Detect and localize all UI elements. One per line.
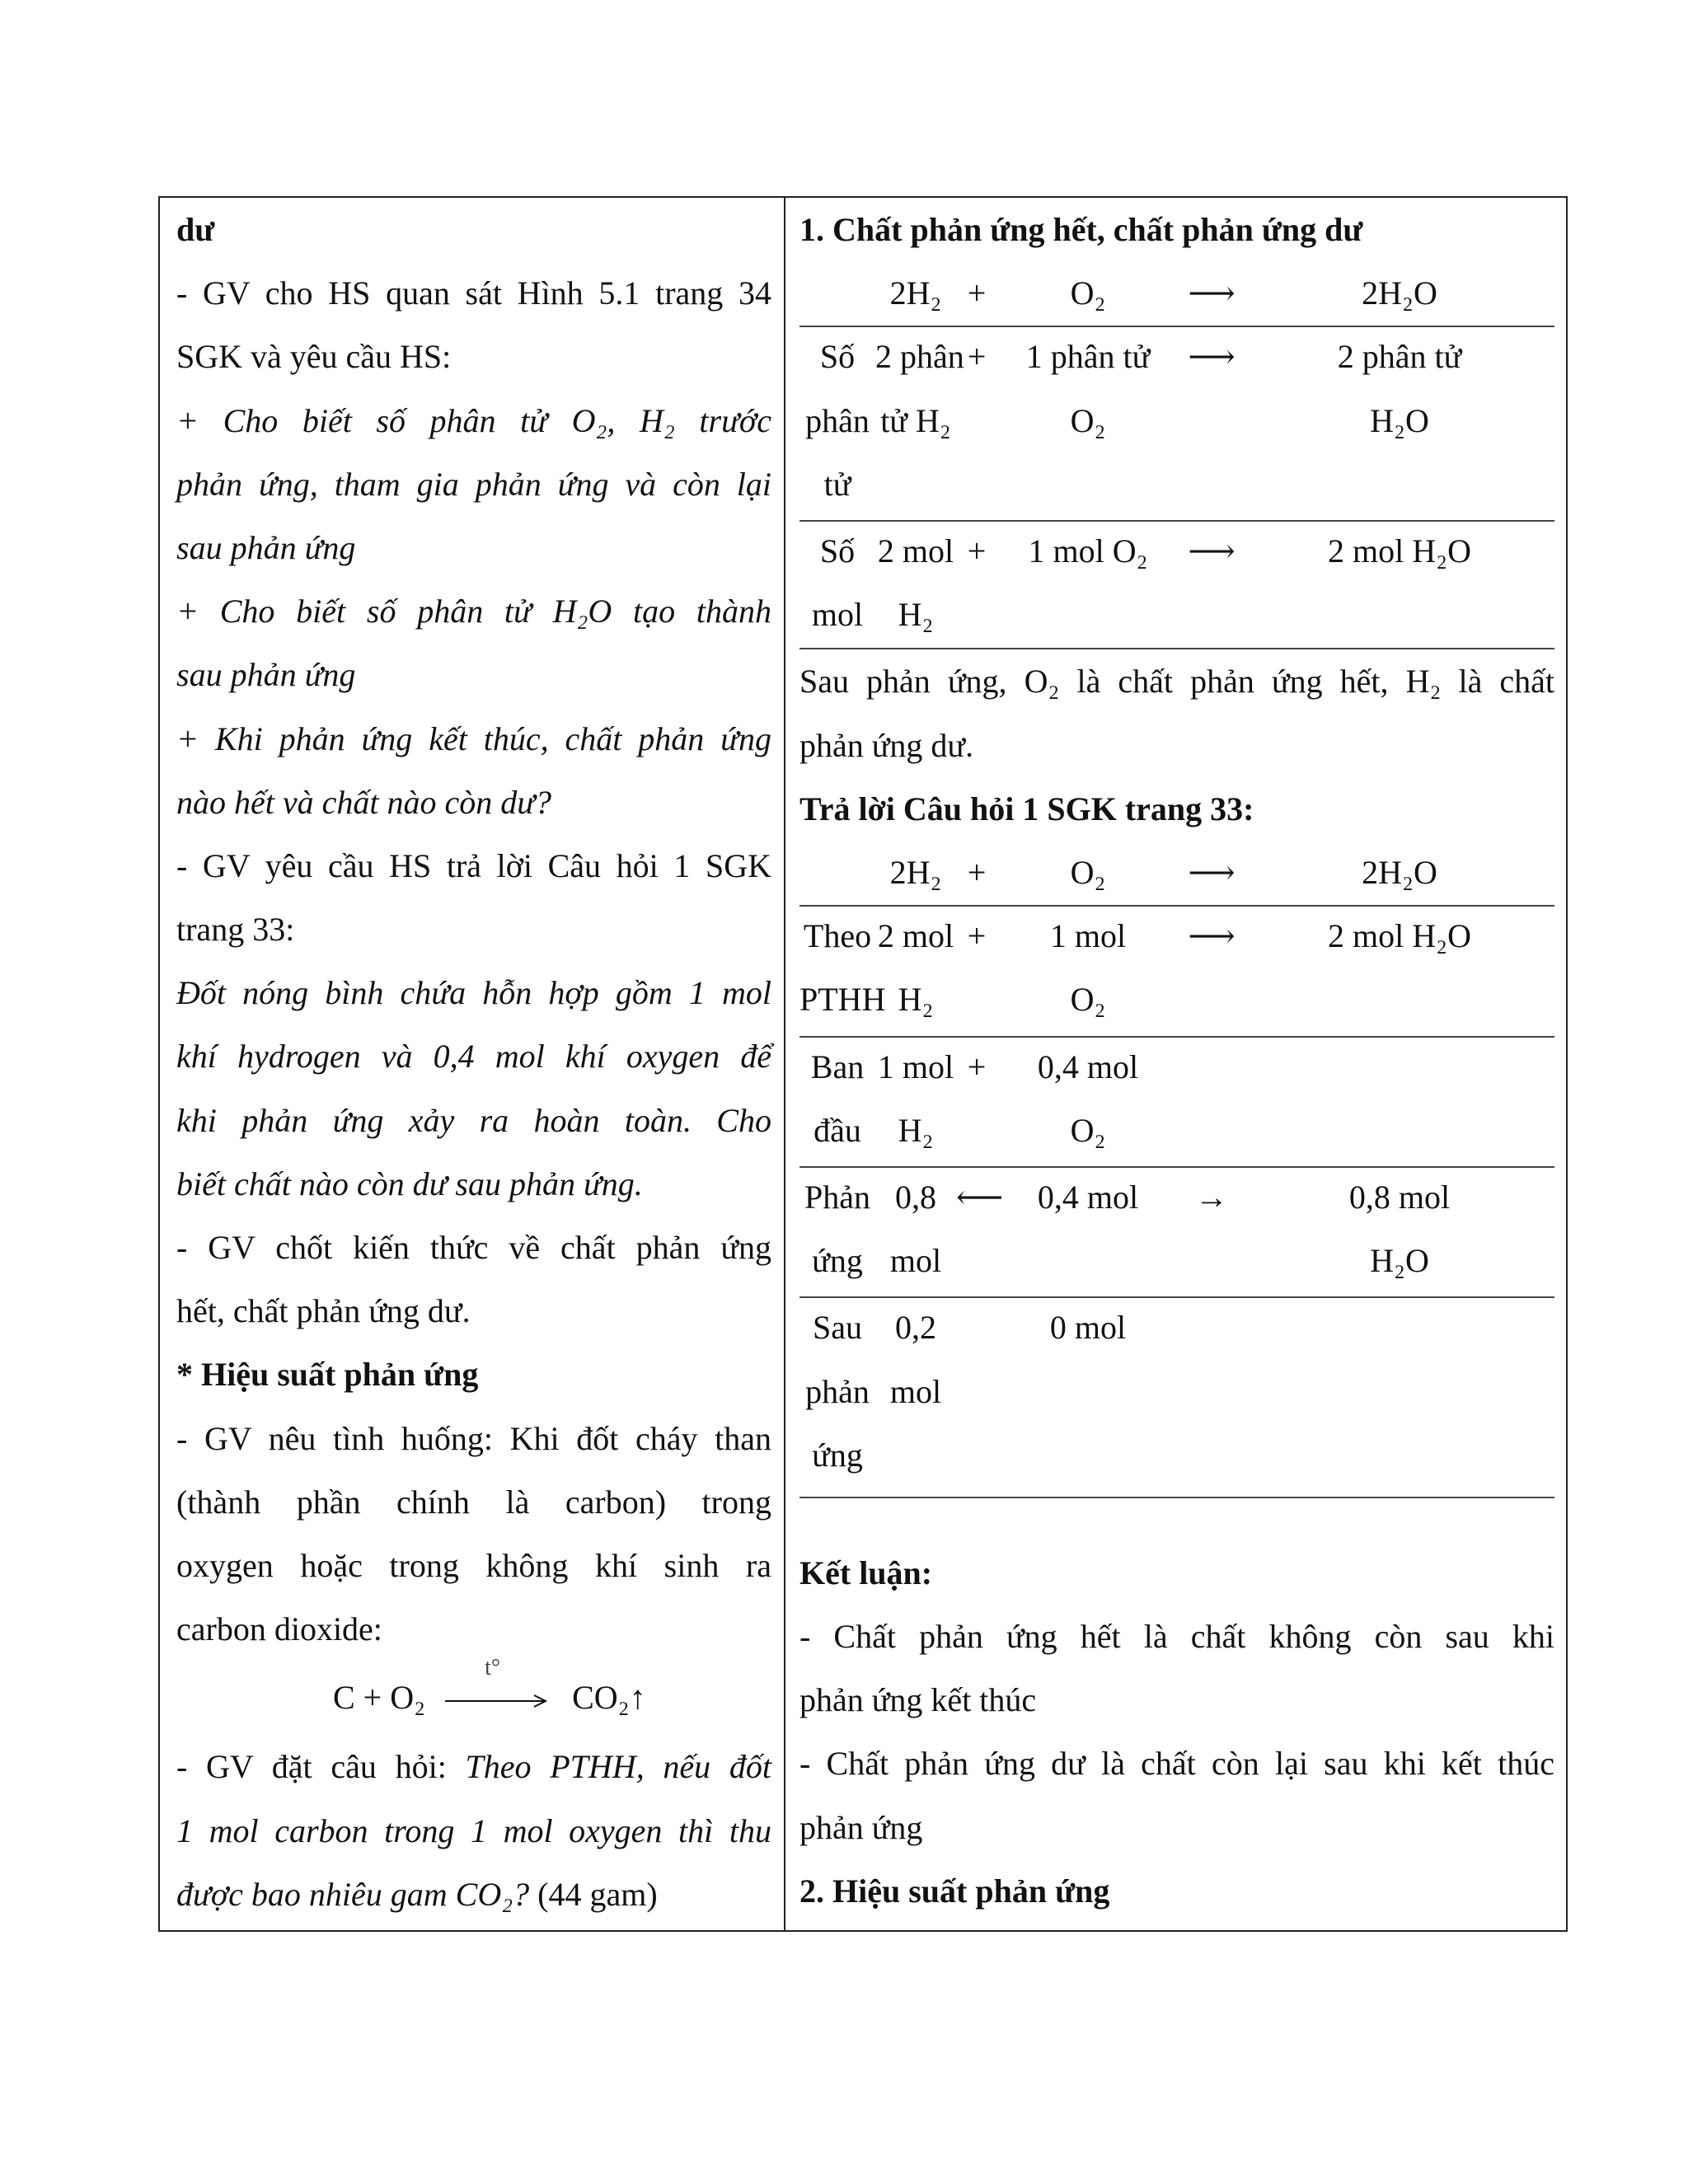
conclusion-line-2: phản ứng dư.	[799, 726, 974, 764]
row-arrow-icon: →	[1195, 1178, 1228, 1216]
row-label: Sau	[813, 1309, 862, 1347]
row-arrow-icon	[1179, 1296, 1245, 1359]
left-line: trang 33:	[176, 911, 295, 949]
row-product: 2 mol H₂O	[1328, 917, 1471, 955]
left-line: + Cho biết số phân tử O₂, H₂ trước	[176, 401, 771, 439]
left-line: phản ứng, tham gia phản ứng và còn lại	[176, 465, 771, 503]
row-label: ứng	[812, 1242, 863, 1280]
left-line: hết, chất phản ứng dư.	[176, 1292, 471, 1330]
carbon-combustion-equation	[176, 1655, 771, 1735]
heading-question-1: Trả lời Câu hỏi 1 SGK trang 33:	[799, 790, 1254, 827]
row-label: phân	[805, 401, 870, 439]
heading-limiting-excess: 1. Chất phản ứng hết, chất phản ứng dư	[799, 211, 1363, 248]
reaction-arrow-icon	[445, 1655, 552, 1718]
row-reactant-1: 0,2	[895, 1309, 936, 1347]
row-reactant-1: mol	[889, 1372, 942, 1410]
row-reactant-1: 2 mol	[877, 917, 954, 955]
row-reactant-1: H₂	[898, 981, 934, 1019]
row-reactant-1: H₂	[898, 596, 934, 634]
eq-product: 2H₂O	[1362, 853, 1437, 891]
question-line-1: - GV đặt câu hỏi: Theo PTHH, nếu đốt	[176, 1748, 771, 1786]
row-operator	[956, 1296, 997, 1359]
row-product: H₂O	[1370, 1242, 1429, 1280]
row-reactant-2: 1 mol	[1049, 917, 1127, 955]
row-label: phản	[805, 1372, 870, 1410]
ket-luan-line: - Chất phản ứng hết là chất không còn sau khi	[799, 1618, 1554, 1656]
row-operator: +	[967, 917, 987, 955]
column-divider	[784, 198, 785, 1930]
row-label: Số	[819, 338, 856, 376]
row-label: Ban	[810, 1047, 865, 1085]
row-product: 2 mol H₂O	[1328, 532, 1471, 569]
row-arrow-icon	[1179, 1035, 1245, 1099]
row-operator: +	[967, 532, 987, 569]
ket-luan-line: phản ứng kết thúc	[799, 1681, 1037, 1719]
eq-plus: +	[967, 853, 987, 891]
eq-reactant-1: 2H₂	[889, 274, 942, 312]
row-reactant-1: mol	[889, 1242, 942, 1280]
row-label: ứng	[812, 1436, 863, 1474]
table-rule	[799, 648, 1554, 649]
table-rule	[799, 1497, 1554, 1498]
eq-reactant-2: O₂	[1070, 853, 1106, 891]
left-line: dư	[176, 211, 215, 248]
row-operator: +	[967, 1047, 987, 1085]
eq-plus: +	[967, 274, 987, 312]
left-line: (thành phần chính là carbon) trong	[176, 1483, 771, 1521]
reaction-products: CO₂↑	[572, 1679, 646, 1717]
left-line: - GV chốt kiến thức về chất phản ứng	[176, 1229, 771, 1266]
row-reactant-2: 0,4 mol	[1037, 1178, 1139, 1216]
question-line-2: 1 mol carbon trong 1 mol oxygen thì thu	[176, 1811, 771, 1849]
row-label: Phản	[804, 1178, 870, 1216]
left-line: oxygen hoặc trong không khí sinh ra	[176, 1546, 771, 1584]
row-label: Theo	[803, 917, 872, 955]
left-line: khí hydrogen và 0,4 mol khí oxygen để	[176, 1038, 771, 1076]
row-reactant-2: O₂	[1070, 401, 1106, 439]
row-reactant-1: tử H₂	[880, 401, 951, 439]
left-line: * Hiệu suất phản ứng	[176, 1356, 479, 1394]
row-product: 2 phân tử	[1337, 338, 1462, 376]
row-label: PTHH	[799, 981, 886, 1019]
eq-arrow-icon: ⟶	[1188, 274, 1236, 312]
left-line: nào hết và chất nào còn dư?	[176, 783, 552, 821]
left-line: - GV nêu tình huống: Khi đốt cháy than	[176, 1419, 771, 1457]
row-arrow-icon: ⟶	[1188, 532, 1236, 569]
ket-luan-text	[799, 1605, 1554, 1859]
conclusion-line-1: Sau phản ứng, O₂ là chất phản ứng hết, H₂ là chất	[799, 663, 1554, 701]
reaction-reactants: C + O₂	[333, 1679, 426, 1717]
row-reactant-2: O₂	[1070, 981, 1106, 1019]
ket-luan-heading: Kết luận:	[799, 1554, 933, 1591]
row-reactant-2: 0 mol	[1049, 1309, 1127, 1347]
eq-product: 2H₂O	[1362, 274, 1437, 312]
eq-reactant-2: O₂	[1070, 274, 1106, 312]
row-reactant-2: 1 phân tử	[1025, 338, 1151, 376]
row-label: mol	[811, 596, 864, 634]
row-reactant-1: 1 mol	[877, 1047, 954, 1085]
left-line: biết chất nào còn dư sau phản ứng.	[176, 1165, 643, 1202]
equation-2	[799, 841, 1554, 904]
row-reactant-1: H₂	[898, 1111, 934, 1149]
left-line: khi phản ứng xảy ra hoàn toàn. Cho	[176, 1101, 771, 1139]
row-label: tử	[823, 465, 851, 503]
equation-1	[799, 261, 1554, 325]
left-line: sau phản ứng	[176, 656, 356, 694]
question-line-3: được bao nhiêu gam CO₂? (44 gam)	[176, 1875, 658, 1913]
row-product: 0,8 mol	[1348, 1178, 1451, 1216]
row-product: H₂O	[1370, 401, 1429, 439]
eq-reactant-1: 2H₂	[889, 853, 942, 891]
left-line: - GV cho HS quan sát Hình 5.1 trang 34	[176, 274, 771, 312]
teacher-activity-text	[176, 198, 771, 1661]
row-reactant-1: 0,8	[895, 1178, 936, 1216]
lesson-table	[158, 196, 1568, 1932]
left-line: Đốt nóng bình chứa hỗn hợp gồm 1 mol	[176, 974, 771, 1012]
left-line: + Khi phản ứng kết thúc, chất phản ứng	[176, 719, 771, 757]
row-operator: +	[967, 338, 987, 376]
left-line: SGK và yêu cầu HS:	[176, 338, 452, 376]
row-reactant-2: 0,4 mol	[1037, 1047, 1139, 1085]
heat-condition: t°	[485, 1655, 501, 1681]
eq-arrow-icon: ⟶	[1188, 853, 1236, 891]
row-arrow-icon: ⟶	[1188, 917, 1236, 955]
equation-table-2	[799, 904, 1554, 1498]
left-line: sau phản ứng	[176, 528, 356, 566]
left-line: + Cho biết số phân tử H₂O tạo thành	[176, 593, 771, 630]
teacher-activity-column	[176, 198, 771, 1926]
row-arrow-icon: ⟶	[1188, 338, 1236, 376]
equation-table-1	[799, 325, 1554, 649]
row-reactant-2: O₂	[1070, 1111, 1106, 1149]
ket-luan-line: - Chất phản ứng dư là chất còn lại sau khi kết thúc	[799, 1745, 1554, 1783]
student-product-column	[799, 198, 1554, 1923]
row-reactant-1: 2 mol	[877, 532, 954, 569]
row-reactant-1: 2 phân	[875, 338, 964, 376]
heading-reaction-yield: 2. Hiệu suất phản ứng	[799, 1872, 1110, 1910]
row-reactant-2: 1 mol O₂	[1028, 532, 1148, 569]
row-label: Số	[819, 532, 856, 569]
left-line: - GV yêu cầu HS trả lời Câu hỏi 1 SGK	[176, 846, 771, 884]
left-line: carbon dioxide:	[176, 1610, 382, 1648]
row-operator: ⟵	[956, 1178, 1004, 1216]
ket-luan-line: phản ứng	[799, 1808, 923, 1846]
row-label: đầu	[814, 1111, 861, 1149]
